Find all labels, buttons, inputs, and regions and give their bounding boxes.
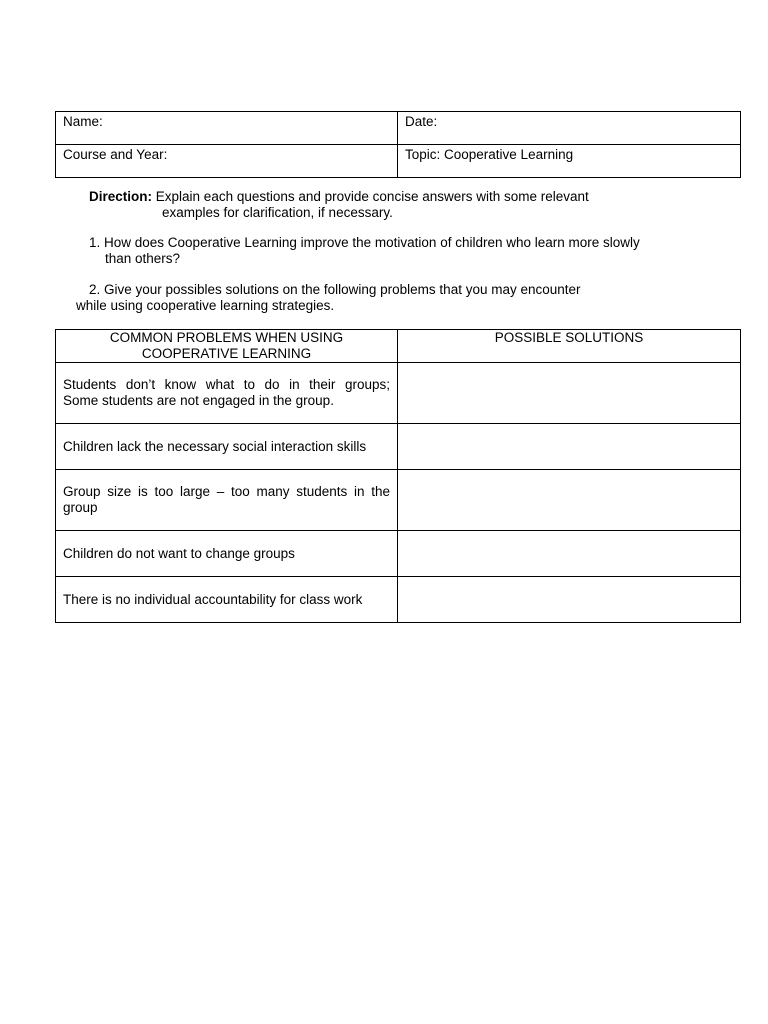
date-field[interactable] bbox=[398, 112, 741, 145]
problems-header-line-1: COMMON PROBLEMS WHEN USING bbox=[109, 330, 344, 345]
solution-cell[interactable] bbox=[398, 531, 741, 577]
problem-text-1: Children lack the necessary social interaction skills bbox=[63, 438, 367, 454]
table-header-row bbox=[56, 330, 741, 363]
problem-cell bbox=[56, 363, 398, 424]
table-row bbox=[56, 470, 741, 531]
topic-label: Topic: Cooperative Learning bbox=[405, 147, 574, 162]
table-row bbox=[56, 363, 741, 424]
course-year-field[interactable] bbox=[56, 145, 398, 178]
direction-line-1 bbox=[89, 189, 729, 205]
problem-text-1: There is no individual accountability for class work bbox=[63, 591, 363, 607]
problem-cell bbox=[56, 424, 398, 470]
problems-column-header bbox=[56, 330, 398, 363]
solution-cell[interactable] bbox=[398, 363, 741, 424]
direction-text-1: Explain each questions and provide concise answers with some relevant bbox=[155, 189, 589, 204]
solution-cell[interactable] bbox=[398, 577, 741, 623]
question-2 bbox=[76, 282, 726, 314]
question-1-line-1: 1. How does Cooperative Learning improve the motivation of children who learn more slowly bbox=[89, 235, 640, 250]
table-row bbox=[56, 531, 741, 577]
direction-label: Direction: bbox=[89, 189, 153, 204]
problem-cell bbox=[56, 577, 398, 623]
problems-solutions-table bbox=[55, 329, 741, 623]
direction-block bbox=[89, 189, 729, 221]
table-row bbox=[56, 424, 741, 470]
course-year-label: Course and Year: bbox=[63, 147, 168, 162]
problem-cell bbox=[56, 470, 398, 531]
problem-text-2: Some students are not engaged in the group. bbox=[63, 393, 334, 408]
question-2-line-2: while using cooperative learning strategies. bbox=[76, 298, 335, 313]
problem-text-1: Children do not want to change groups bbox=[63, 545, 295, 561]
solution-cell[interactable] bbox=[398, 424, 741, 470]
question-1-line-2: than others? bbox=[105, 251, 181, 266]
direction-text-2: examples for clarification, if necessary. bbox=[162, 205, 393, 220]
problem-cell bbox=[56, 531, 398, 577]
solutions-column-header: POSSIBLE SOLUTIONS bbox=[398, 330, 741, 363]
info-row bbox=[56, 112, 741, 145]
info-row bbox=[56, 145, 741, 178]
student-info-table bbox=[55, 111, 741, 178]
problem-text-1: Students don’t know what to do in their groups; bbox=[63, 377, 390, 392]
solution-cell[interactable] bbox=[398, 470, 741, 531]
date-label: Date: bbox=[405, 114, 438, 129]
topic-field bbox=[398, 145, 741, 178]
name-label: Name: bbox=[63, 114, 103, 129]
problem-text-1: Group size is too large – too many students in the bbox=[63, 484, 390, 499]
problem-text-2: group bbox=[63, 500, 98, 515]
table-row bbox=[56, 577, 741, 623]
question-1 bbox=[89, 235, 729, 267]
name-field[interactable] bbox=[56, 112, 398, 145]
problems-header-line-2: COOPERATIVE LEARNING bbox=[141, 346, 312, 361]
question-2-line-1: 2. Give your possibles solutions on the following problems that you may encounter bbox=[89, 282, 581, 297]
